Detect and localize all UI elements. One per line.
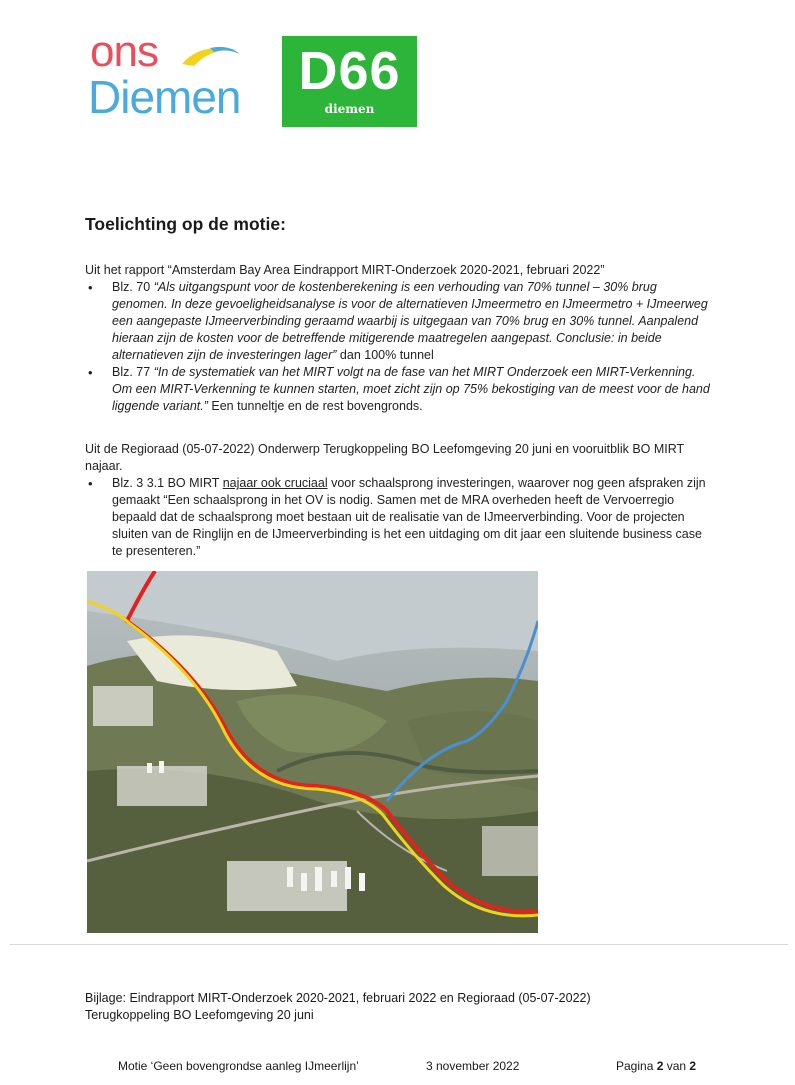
bullet-suffix: Een tunneltje en de rest bovengronds. — [207, 399, 423, 413]
footer-page-total: 2 — [689, 1059, 697, 1073]
aerial-map-image — [87, 571, 538, 933]
footer-page-label: Pagina — [616, 1059, 657, 1073]
bullet-prefix: Blz. 77 — [112, 365, 154, 379]
footer-page-current: 2 — [656, 1059, 664, 1073]
bijlage-line-1: Bijlage: Eindrapport MIRT-Onderzoek 2020-2021, februari 2022 en Regioraad (05-07-2022) — [85, 991, 591, 1005]
footer-date: 3 november 2022 — [426, 1059, 520, 1073]
section1-bullet-2 — [85, 364, 715, 415]
bullet-prefix: Blz. 3 3.1 BO MIRT — [112, 476, 223, 490]
ons-diemen-logo-line1: ons — [90, 27, 158, 76]
d66-logo-sub: diemen — [324, 102, 375, 116]
aerial-photo-illustration — [87, 571, 538, 933]
ons-diemen-arc-icon — [180, 40, 242, 68]
bullet-underlined: najaar ook cruciaal — [222, 476, 328, 490]
bijlage-block — [85, 990, 685, 1024]
footer-page-of: van — [663, 1059, 690, 1073]
section1-bullet-list — [85, 279, 715, 415]
bullet-prefix: Blz. 70 — [112, 280, 154, 294]
section2-bullet-list — [85, 475, 715, 560]
section2-bullet-1 — [85, 475, 715, 560]
bullet-quote: “Als uitgangspunt voor de kostenberekening is een verhouding van 70% tunnel – 30% brug genomen. In deze gevoeligheidsanalyse is voor de alternatieven IJmeermetro en IJmeermetro + IJmeerweg een aangepaste IJmeerverbinding geraamd waarbij is uitgegaan van 70% brug en 30% tunnel. Aanpalend hieraan zijn de kosten voor de betreffende mitigerende maatregelen aangepast. Conclusie: in beide alternatieven zijn de investeringen lager” — [112, 280, 708, 362]
bullet-suffix: dan 100% tunnel — [336, 348, 434, 362]
ons-diemen-logo — [88, 27, 258, 125]
section1-bullet-1 — [85, 279, 715, 364]
bijlage-line-2: Terugkoppeling BO Leefomgeving 20 juni — [85, 1008, 314, 1022]
d66-logo-name: D66 — [298, 41, 401, 101]
d66-logo — [282, 36, 417, 127]
page-heading: Toelichting op de motie: — [85, 214, 286, 234]
section2-intro: Uit de Regioraad (05-07-2022) Onderwerp Terugkoppeling BO Leefomgeving 20 juni en vooruitblik BO MIRT najaar. — [85, 442, 684, 473]
footer-title: Motie ‘Geen bovengrondse aanleg IJmeerlijn’ — [118, 1059, 359, 1073]
bullet-quote: “In de systematiek van het MIRT volgt na de fase van het MIRT Onderzoek een MIRT-Verkenning. Om een MIRT-Verkenning te kunnen starten, moet zicht zijn op 75% bekostiging van de meest voor de hand liggende variant.” — [112, 365, 710, 413]
page-divider — [10, 944, 788, 945]
bullet-rest: voor schaalsprong investeringen, waarover nog geen afspraken zijn gemaakt “Een schaalsprong in het OV is nodig. Samen met de MRA overheden heeft de Vervoerregio bepaald dat de schaalsprong moet bestaan uit de realisatie van de IJmeerverbinding. Voor de projecten sluiten van de Ringlijn en de IJmeerverbinding is het een uitdaging om dit jaar een sluitende business case te presenteren.” — [112, 476, 706, 558]
ons-diemen-logo-line2: Diemen — [88, 71, 241, 123]
footer-page-number — [616, 1059, 696, 1073]
section1-intro: Uit het rapport “Amsterdam Bay Area Eindrapport MIRT-Onderzoek 2020-2021, februari 2022” — [85, 263, 605, 277]
